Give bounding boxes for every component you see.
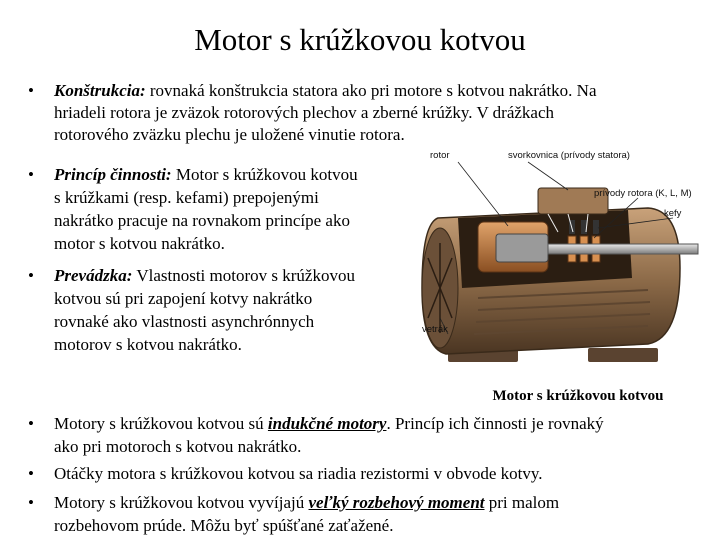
induction-text-after: . Princíp ich činnosti je rovnaký	[386, 414, 604, 433]
operation-line-2: kotvou sú pri zapojení kotvy nakrátko	[54, 289, 313, 308]
bullet-operation: •	[28, 266, 34, 285]
motor-shaft	[548, 244, 698, 254]
speed-control-text: Otáčky motora s krúžkovou kotvou sa riadia rezistormi v obvode kotvy.	[54, 464, 543, 483]
bullet-induction: •	[28, 414, 34, 433]
label-rotor: rotor	[430, 150, 450, 161]
operation-term: Prevádzka:	[54, 266, 133, 285]
induction-line-1	[54, 413, 604, 435]
operation-line-4: motorov s kotvou nakrátko.	[54, 335, 242, 354]
brushes	[569, 220, 599, 234]
starting-torque-line-1	[54, 492, 559, 514]
torque-emphasis: veľký rozbehový moment	[308, 493, 485, 512]
construction-text-1: rovnaká konštrukcia statora ako pri motore s kotvou nakrátko. Na	[145, 81, 597, 100]
label-fan: vetrák	[422, 324, 448, 335]
principle-term: Princíp činnosti:	[54, 165, 172, 184]
construction-line-2: hriadeli rotora je zväzok rotorových plechov a zberné krúžky. V drážkach	[54, 103, 555, 122]
operation-line-1	[54, 265, 355, 287]
bullet-principle: •	[28, 165, 34, 184]
motor-foot-right	[588, 348, 658, 362]
principle-line-1	[54, 164, 358, 186]
bullet-construction: •	[28, 81, 34, 100]
construction-line-1	[54, 80, 597, 102]
motor-illustration	[418, 148, 704, 380]
bullet-speed-control: •	[28, 464, 34, 483]
label-rotor-leads: prívody rotora (K, L, M)	[594, 188, 692, 199]
construction-term: Konštrukcia:	[54, 81, 146, 100]
slide-title: Motor s krúžkovou kotvou	[194, 22, 526, 57]
construction-line-3: rotorového zväzku plechu je uložené vinutie rotora.	[54, 125, 405, 144]
induction-line-2: ako pri motoroch s kotvou nakrátko.	[54, 437, 302, 456]
principle-line-4: motor s kotvou nakrátko.	[54, 234, 225, 253]
torque-text-before: Motory s krúžkovou kotvou vyvíjajú	[54, 493, 309, 512]
induction-text-before: Motory s krúžkovou kotvou sú	[54, 414, 268, 433]
figure-caption: Motor s krúžkovou kotvou	[492, 388, 664, 404]
torque-text-after: pri malom	[484, 493, 560, 512]
bullet-starting-torque: •	[28, 493, 34, 512]
operation-line-3: rovnaké ako vlastnosti asynchrónnych	[54, 312, 315, 331]
label-brushes: kefy	[664, 208, 682, 219]
induction-motors-emphasis: indukčné motory	[267, 414, 387, 433]
operation-text-1: Vlastnosti motorov s krúžkovou	[132, 266, 355, 285]
principle-line-3: nakrátko pracuje na rovnakom princípe ako	[54, 211, 350, 230]
label-terminal-box: svorkovnica (prívody statora)	[508, 150, 630, 161]
principle-line-2: s krúžkami (resp. kefami) prepojenými	[54, 188, 319, 207]
motor-cutaway-figure	[418, 148, 704, 380]
rotor-core	[496, 234, 548, 262]
principle-text-1: Motor s krúžkovou kotvou	[171, 165, 358, 184]
starting-torque-line-2: rozbehovom prúde. Môžu byť spúšťané zaťažené.	[54, 516, 394, 535]
